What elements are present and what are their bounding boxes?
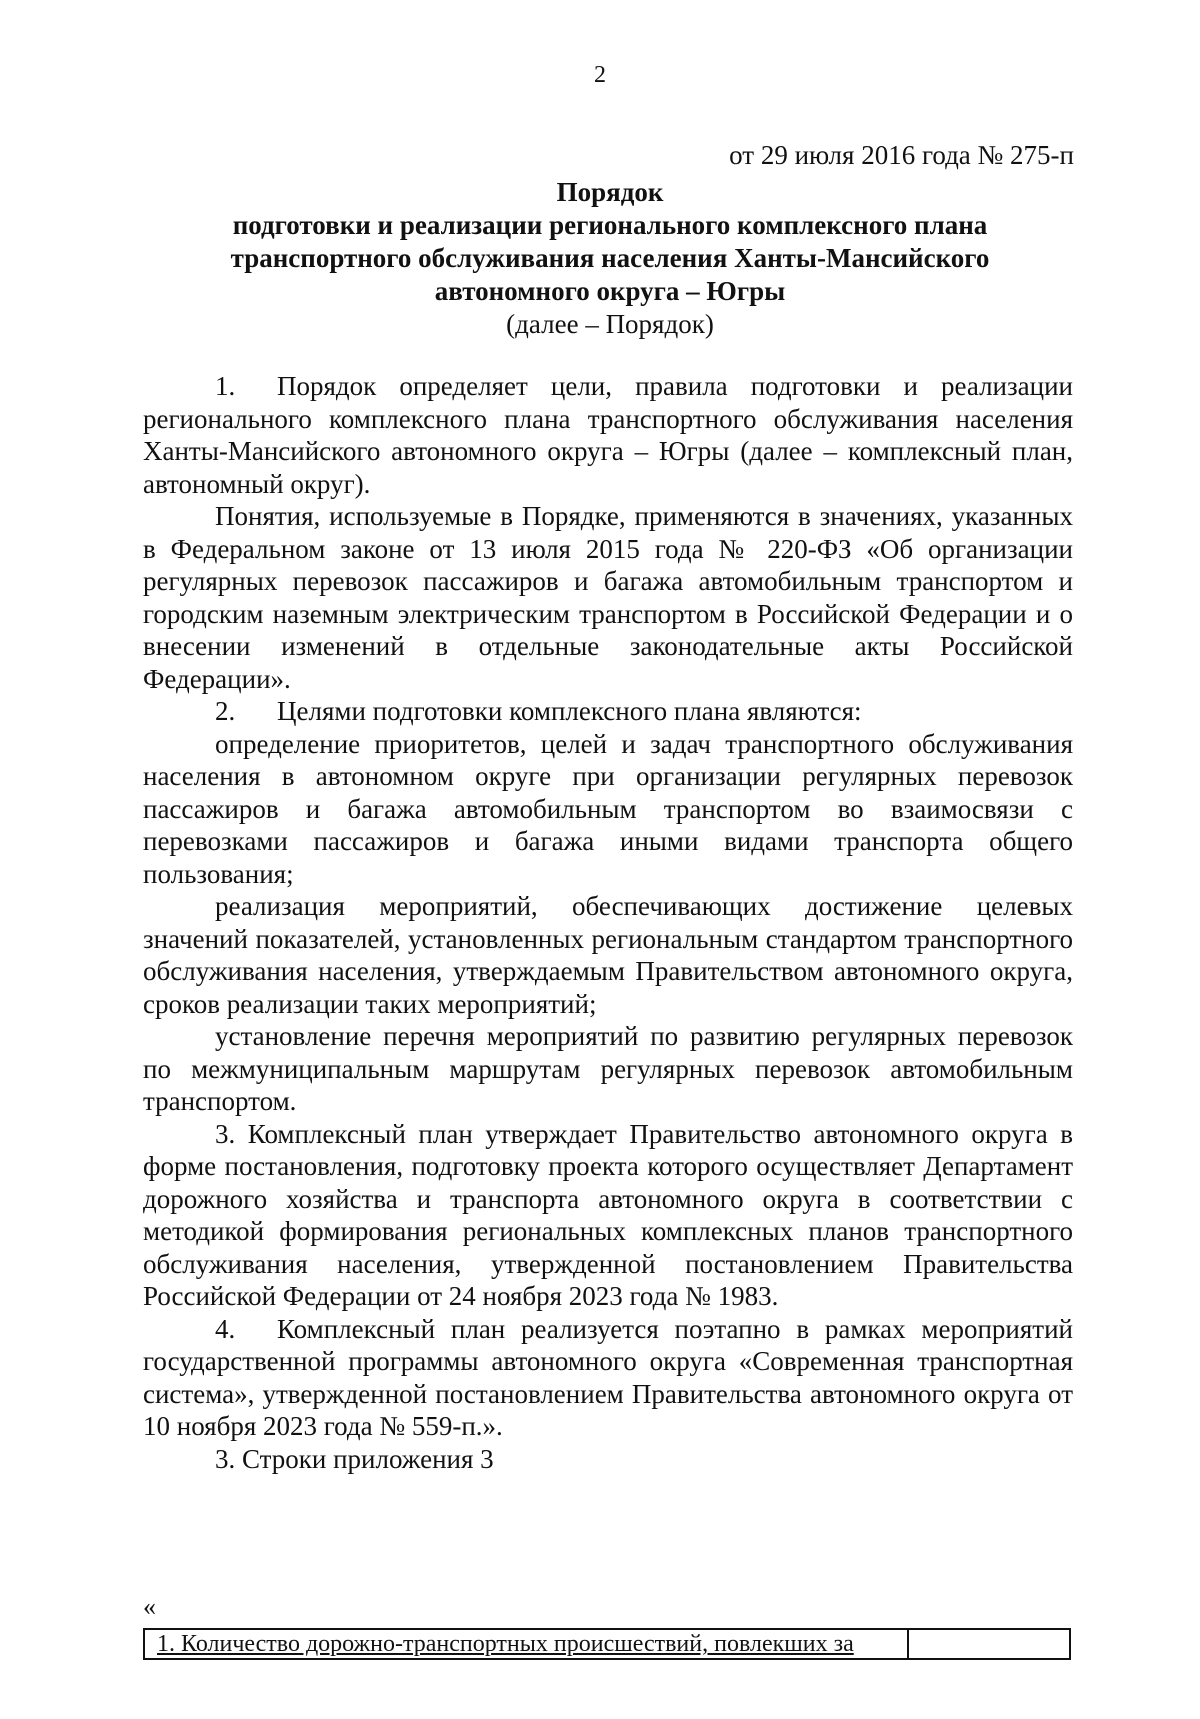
paragraph-text: Порядок определяет цели, правила подготовки и реализации регионального комплексного плана транспортного обслуживания населения Ханты-Мансийского автономного округа – Югры (далее – комплексный план, автономный округ). bbox=[143, 371, 1073, 499]
table-cell-text: 1. Количество дорожно-транспортных происшествий, повлекших за bbox=[157, 1631, 854, 1657]
paragraph-text: реализация мероприятий, обеспечивающих достижение целевых значений показателей, установленных региональным стандартом транспортного обслуживания населения, утверждаемым Правительством автономного округа, сроков реализации таких мероприятий; bbox=[143, 891, 1073, 1019]
paragraph-3 bbox=[143, 695, 1073, 728]
heading-line-1: подготовки и реализации регионального комплексного плана bbox=[232, 210, 988, 240]
paragraph-8 bbox=[143, 1313, 1073, 1443]
paragraph-text: установление перечня мероприятий по развитию регулярных перевозок по межмуниципальным маршрутам регулярных перевозок автомобильным транспортом. bbox=[143, 1021, 1073, 1116]
document-reference: от 29 июля 2016 года № 275-п bbox=[729, 140, 1074, 170]
paragraph-text: 3. Строки приложения 3 bbox=[215, 1443, 494, 1474]
paragraph-4 bbox=[143, 728, 1073, 891]
paragraph-7 bbox=[143, 1118, 1073, 1313]
paragraph-2 bbox=[143, 500, 1073, 695]
heading-line-3: автономного округа – Югры bbox=[434, 276, 786, 306]
paragraph-text: 3. Комплексный план утверждает Правительство автономного округа в форме постановления, подготовку проекта которого осуществляет Департамент дорожного хозяйства и транспорта автономного округа в соответствии с методикой формирования региональных комплексных планов транспортного обслуживания населения, утвержденной постановлением Правительства Российской Федерации от 24 ноября 2023 года № 1983. bbox=[143, 1118, 1073, 1311]
heading-line-2: транспортного обслуживания населения Ханты-Мансийского bbox=[230, 243, 990, 273]
paragraph-number: 2. bbox=[215, 696, 236, 726]
heading-title: Порядок bbox=[556, 177, 664, 207]
table-cell-indicator bbox=[145, 1630, 909, 1658]
paragraph-text: Целями подготовки комплексного плана являются: bbox=[277, 696, 862, 726]
document-heading bbox=[150, 176, 1070, 341]
paragraph-text: определение приоритетов, целей и задач транспортного обслуживания населения в автономном округе при организации регулярных перевозок пассажиров и багажа автомобильным транспортом во взаимосвязи с перевозками пассажиров и багажа иными видами транспорта общего пользования; bbox=[143, 728, 1073, 889]
table-row bbox=[143, 1628, 1071, 1660]
paragraph-1 bbox=[143, 370, 1073, 500]
paragraph-number: 1. bbox=[215, 371, 236, 401]
heading-subtitle: (далее – Порядок) bbox=[506, 309, 714, 339]
paragraph-5 bbox=[143, 890, 1073, 1020]
table-cell-empty bbox=[909, 1630, 1069, 1658]
paragraph-number: 4. bbox=[215, 1313, 236, 1344]
paragraph-9 bbox=[143, 1443, 1073, 1476]
quote-open-mark: « bbox=[143, 1592, 156, 1621]
document-body bbox=[143, 370, 1073, 1475]
paragraph-text: Комплексный план реализуется поэтапно в рамках мероприятий государственной программы автономного округа «Современная транспортная система», утвержденной постановлением Правительства автономного округа от 10 ноября 2023 года № 559-п.». bbox=[143, 1313, 1073, 1441]
paragraph-6 bbox=[143, 1020, 1073, 1118]
paragraph-text: Понятия, используемые в Порядке, применяются в значениях, указанных в Федеральном законе от 13 июля 2015 года № 220-ФЗ «Об организации регулярных перевозок пассажиров и багажа автомобильным транспортом и городским наземным электрическим транспортом в Российской Федерации и о внесении изменений в отдельные законодательные акты Российской Федерации». bbox=[143, 501, 1073, 694]
page-number: 2 bbox=[594, 62, 606, 88]
